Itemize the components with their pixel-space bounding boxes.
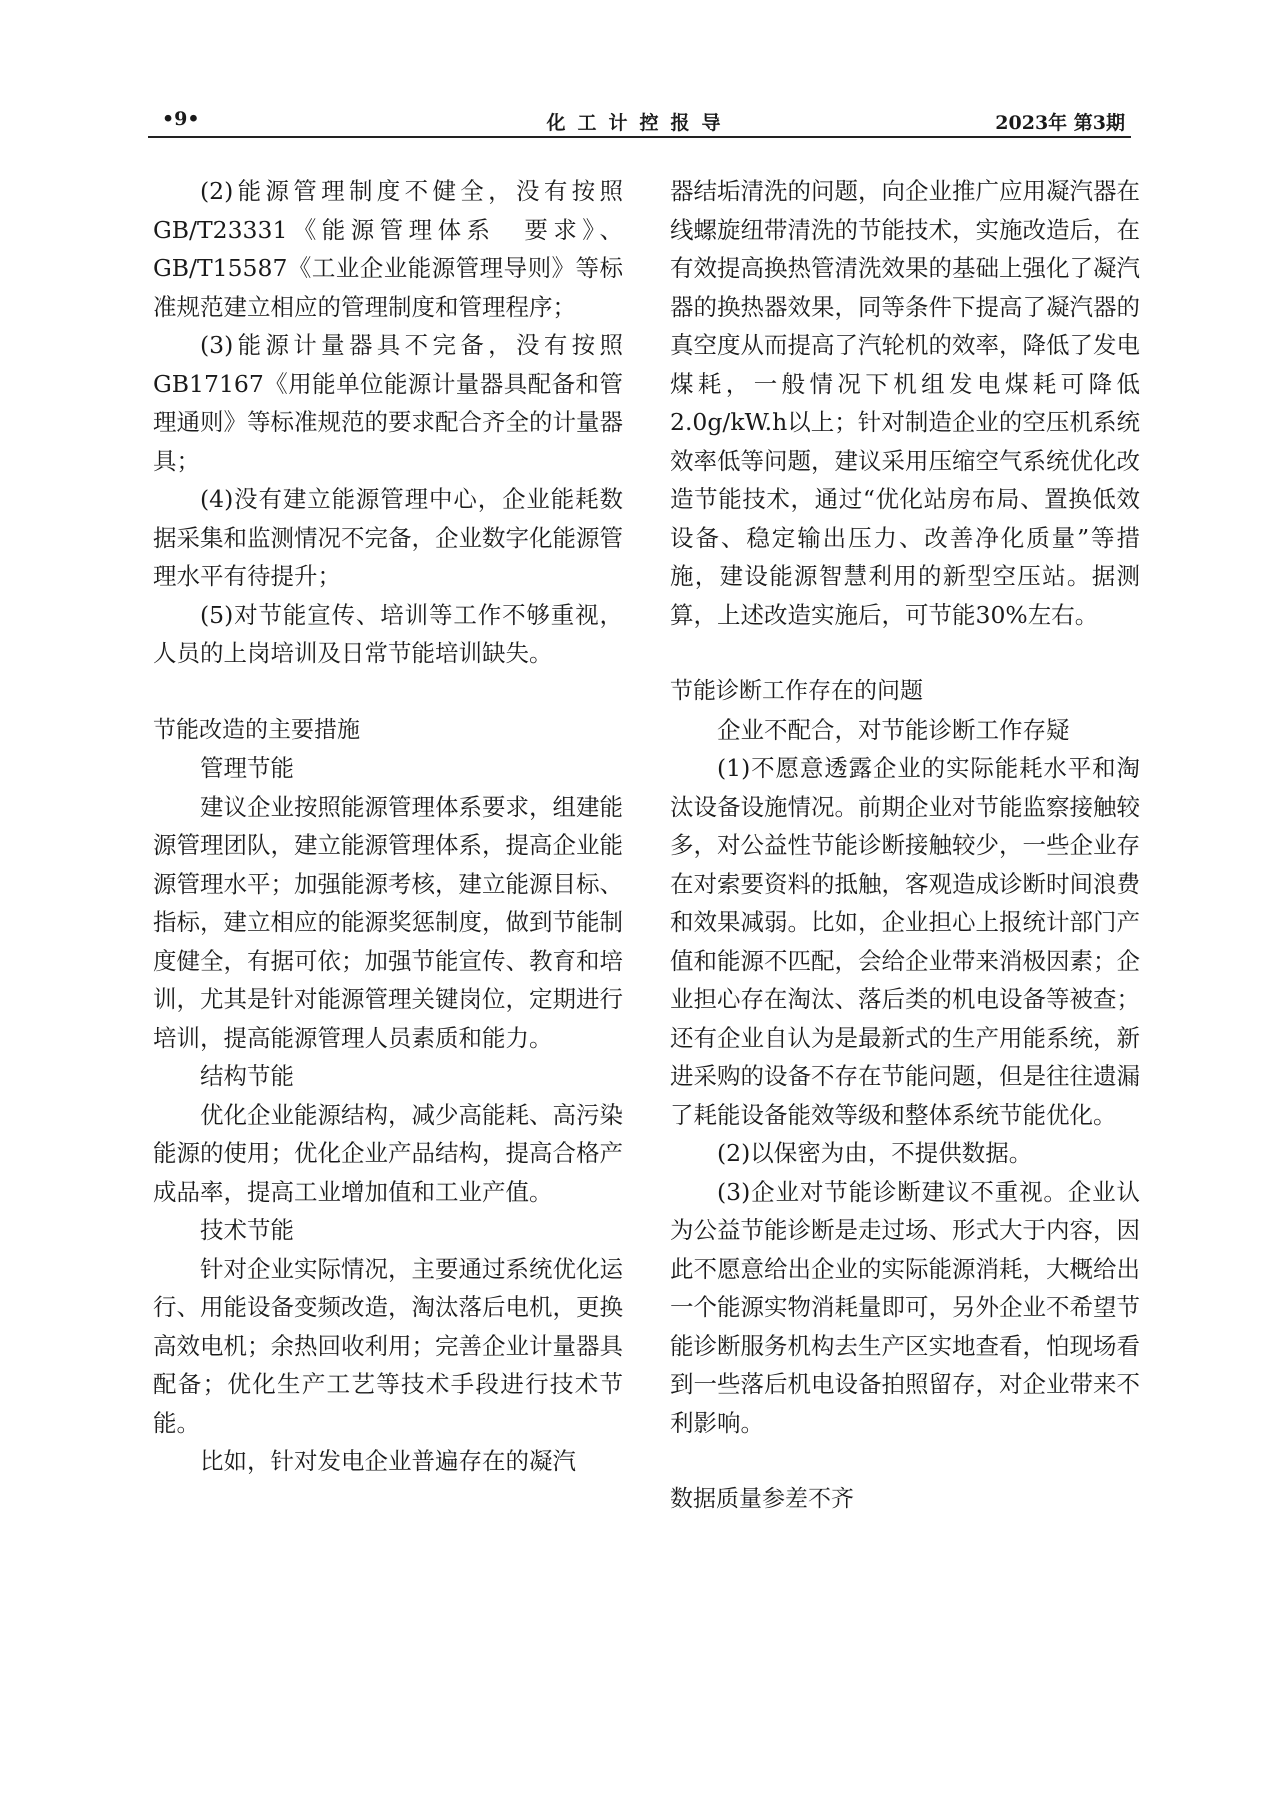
subsection-heading: 结构节能 — [200, 1062, 294, 1090]
spacer — [670, 634, 1140, 672]
page-header — [148, 104, 1131, 138]
list-item: (5)对节能宣传、培训等工作不够重视，人员的上岗培训及日常节能培训缺失。 — [153, 600, 623, 667]
section-heading: 节能诊断工作存在的问题 — [670, 678, 923, 704]
spacer — [153, 673, 623, 711]
paragraph: 针对企业实际情况，主要通过系统优化运行、用能设备变频改造，淘汰落后电机，更换高效电机；余热回收利用；完善企业计量器具配备；优化生产工艺等技术手段进行技术节能。 — [153, 1254, 623, 1437]
subsection-heading: 技术节能 — [200, 1216, 294, 1244]
list-item: (4)没有建立能源管理中心，企业能耗数据采集和监测情况不完备，企业数字化能源管理水平有待提升； — [153, 485, 623, 590]
paragraph-continuation: 器结垢清洗的问题，向企业推广应用凝汽器在线螺旋纽带清洗的节能技术，实施改造后，在有效提高换热管清洗效果的基础上强化了凝汽器的换热器效果，同等条件下提高了凝汽器的真空度从而提高了汽轮机的效率，降低了发电煤耗，一般情况下机组发电煤耗可降低2.0g/kW.h以上；针对制造企业的空压机系统效率低等问题，建议采用压缩空气系统优化改造节能技术，通过“优化站房布局、置换低效设备、稳定输出压力、改善净化质量”等措施，建设能源智慧利用的新型空压站。据测算，上述改造实施后，可节能30%左右。 — [670, 177, 1140, 629]
list-item: (2)以保密为由，不提供数据。 — [717, 1139, 1033, 1167]
list-item: (2)能源管理制度不健全，没有按照GB/T23331《能源管理体系 要求》、GB/T15587《工业企业能源管理导则》等标准规范建立相应的管理制度和管理程序； — [153, 177, 623, 321]
page-number: •9• — [162, 108, 200, 130]
section-heading: 节能改造的主要措施 — [153, 716, 360, 743]
spacer — [670, 1442, 1140, 1480]
subsection-heading: 企业不配合，对节能诊断工作存疑 — [717, 715, 1070, 744]
journal-title: 化工计控报导 — [546, 112, 733, 134]
subsection-heading: 管理节能 — [200, 754, 294, 782]
section-heading: 数据质量参差不齐 — [670, 1486, 854, 1512]
list-item: (1)不愿意透露企业的实际能耗水平和淘汰设备设施情况。前期企业对节能监察接触较多，对公益性节能诊断接触较少，一些企业存在对索要资料的抵触，客观造成诊断时间浪费和效果减弱。比如，企业担心上报统计部门产值和能源不匹配，会给企业带来消极因素；企业担心存在淘汰、落后类的机电设备等被查；还有企业自认为是最新式的生产用能系统，新进采购的设备不存在节能问题，但是往往遗漏了耗能设备能效等级和整体系统节能优化。 — [670, 754, 1140, 1129]
list-item: (3)能源计量器具不完备，没有按照GB17167《用能单位能源计量器具配备和管理通则》等标准规范的要求配合齐全的计量器具； — [153, 331, 623, 475]
paragraph: 优化企业能源结构，减少高能耗、高污染能源的使用；优化企业产品结构，提高合格产成品率，提高工业增加值和工业产值。 — [153, 1100, 623, 1206]
paragraph: 建议企业按照能源管理体系要求，组建能源管理团队，建立能源管理体系，提高企业能源管理水平；加强能源考核，建立能源目标、指标，建立相应的能源奖惩制度，做到节能制度健全，有据可依；加强节能宣传、教育和培训，尤其是针对能源管理关键岗位，定期进行培训，提高能源管理人员素质和能力。 — [153, 792, 623, 1052]
right-column — [670, 172, 1140, 1519]
issue-label: 2023年 第3期 — [995, 112, 1125, 134]
paragraph: 比如，针对发电企业普遍存在的凝汽 — [200, 1447, 576, 1475]
left-column — [153, 172, 623, 1481]
list-item: (3)企业对节能诊断建议不重视。企业认为公益节能诊断是走过场、形式大于内容，因此不愿意给出企业的实际能源消耗，大概给出一个能源实物消耗量即可，另外企业不希望节能诊断服务机构去生产区实地查看，怕现场看到一些落后机电设备拍照留存，对企业带来不利影响。 — [670, 1177, 1140, 1437]
